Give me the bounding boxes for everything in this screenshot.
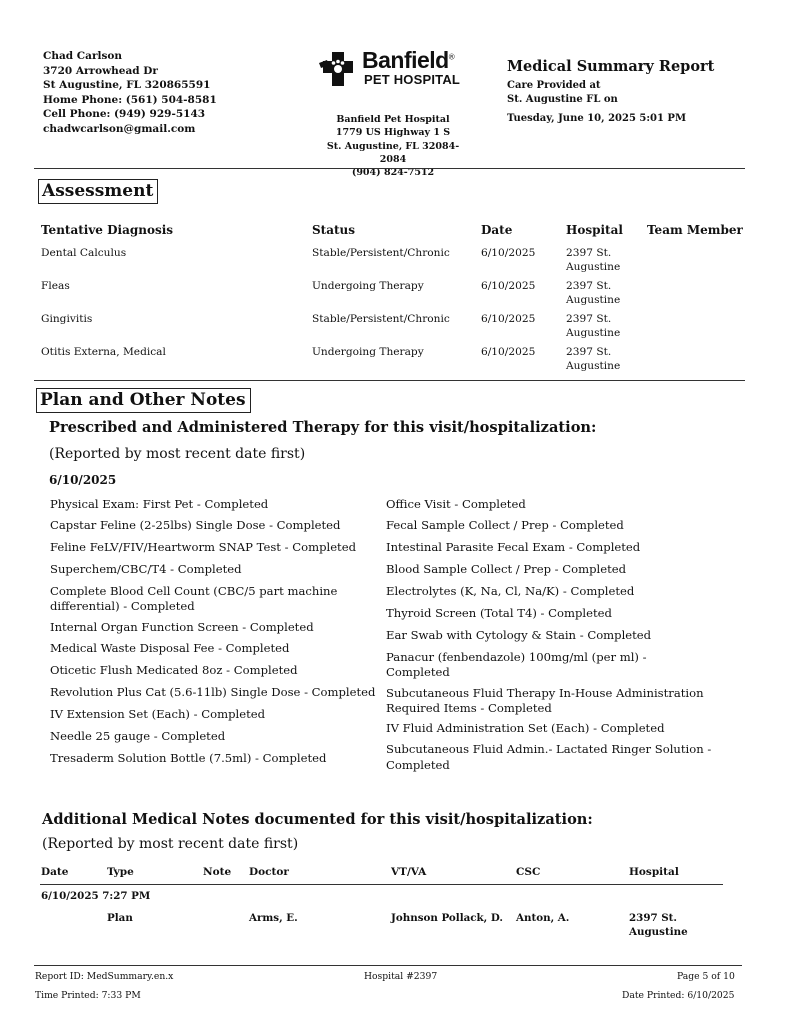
status-cell: Undergoing Therapy <box>312 280 424 292</box>
list-item: Completed <box>386 665 450 679</box>
care-provided-line1: Care Provided at <box>507 80 601 91</box>
notes-col-hospital: Hospital <box>629 866 679 878</box>
note-hospital-cell: 2397 St. Augustine <box>629 912 688 938</box>
diagnosis-cell: Gingivitis <box>41 313 93 325</box>
hospital-cell: 2397 St. Augustine <box>566 280 621 306</box>
logo-sub-text: PET HOSPITAL <box>364 72 461 87</box>
plan-heading: Plan and Other Notes <box>36 388 251 413</box>
date-cell: 6/10/2025 <box>481 313 536 325</box>
list-item: Required Items - Completed <box>386 701 552 715</box>
footer-divider <box>34 965 742 966</box>
footer-report-id: Report ID: MedSummary.en.x <box>35 971 174 982</box>
date-cell: 6/10/2025 <box>481 280 536 292</box>
notes-title: Additional Medical Notes documented for this visit/hospitalization: <box>42 811 593 828</box>
list-item: Thyroid Screen (Total T4) - Completed <box>386 606 612 620</box>
note-csc-cell: Anton, A. <box>516 912 570 924</box>
owner-city: St Augustine, FL 320865591 <box>43 79 211 92</box>
col-hospital: Hospital <box>566 223 623 237</box>
status-cell: Undergoing Therapy <box>312 346 424 358</box>
note-doctor-cell: Arms, E. <box>249 912 298 924</box>
report-title: Medical Summary Report <box>507 58 715 75</box>
note-vtva-cell: Johnson Pollack, D. <box>391 912 503 924</box>
hospital-name: Banfield Pet Hospital <box>336 114 450 125</box>
header-divider <box>34 168 745 169</box>
notes-col-type: Type <box>107 866 134 878</box>
list-item: Revolution Plus Cat (5.6-11lb) Single Dose - Completed <box>50 685 376 699</box>
therapy-note: (Reported by most recent date first) <box>49 446 306 462</box>
col-date: Date <box>481 223 513 237</box>
note-type-cell: Plan <box>107 912 133 924</box>
list-item: Fecal Sample Collect / Prep - Completed <box>386 518 624 532</box>
notes-header-divider <box>40 884 723 885</box>
report-header <box>507 58 714 126</box>
owner-name: Chad Carlson <box>43 50 123 62</box>
owner-email: chadwcarlson@gmail.com <box>43 122 196 135</box>
col-status: Status <box>312 223 356 237</box>
list-item: IV Fluid Administration Set (Each) - Completed <box>386 721 665 735</box>
list-item: Oticetic Flush Medicated 8oz - Completed <box>50 663 298 677</box>
list-item: Needle 25 gauge - Completed <box>50 729 226 743</box>
notes-subtitle: (Reported by most recent date first) <box>42 836 299 852</box>
assessment-divider <box>34 380 745 381</box>
col-team-member: Team Member <box>647 223 743 237</box>
therapy-title: Prescribed and Administered Therapy for this visit/hospitalization: <box>49 419 597 436</box>
notes-col-csc: CSC <box>516 866 541 878</box>
owner-home-phone: Home Phone: (561) 504-8581 <box>43 93 217 106</box>
footer-time-printed: Time Printed: 7:33 PM <box>35 990 141 1001</box>
status-cell: Stable/Persistent/Chronic <box>312 313 450 325</box>
list-item: Panacur (fenbendazole) 100mg/ml (per ml) - <box>386 650 647 664</box>
list-item: Electrolytes (K, Na, Cl, Na/K) - Completed <box>386 584 635 598</box>
list-item: Capstar Feline (2-25lbs) Single Dose - Completed <box>50 518 341 532</box>
list-item: differential) - Completed <box>50 599 195 613</box>
diagnosis-cell: Otitis Externa, Medical <box>41 346 166 358</box>
status-cell: Stable/Persistent/Chronic <box>312 247 450 259</box>
footer-hospital-number: Hospital #2397 <box>364 971 438 982</box>
owner-street: 3720 Arrowhead Dr <box>43 64 158 77</box>
diagnosis-cell: Dental Calculus <box>41 247 127 259</box>
hospital-address-block <box>318 113 468 179</box>
hospital-city: St. Augustine, FL 32084-2084 <box>326 140 460 165</box>
list-item: Office Visit - Completed <box>386 497 526 511</box>
list-item: Medical Waste Disposal Fee - Completed <box>50 641 290 655</box>
list-item: Tresaderm Solution Bottle (7.5ml) - Completed <box>50 751 327 765</box>
list-item: Internal Organ Function Screen - Completed <box>50 620 314 634</box>
hospital-cell: 2397 St. Augustine <box>566 346 621 372</box>
list-item: Ear Swab with Cytology & Stain - Completed <box>386 628 652 642</box>
assessment-heading: Assessment <box>38 179 158 204</box>
care-provided-line2: St. Augustine FL on <box>507 94 618 105</box>
list-item: Physical Exam: First Pet - Completed <box>50 497 269 511</box>
notes-col-note: Note <box>203 866 232 878</box>
notes-col-doctor: Doctor <box>249 866 289 878</box>
list-item: Feline FeLV/FIV/Heartworm SNAP Test - Completed <box>50 540 356 554</box>
footer-page-number: Page 5 of 10 <box>677 971 735 982</box>
hospital-street: 1779 US Highway 1 S <box>335 127 451 139</box>
hospital-cell: 2397 St. Augustine <box>566 247 621 273</box>
notes-datetime: 6/10/2025 7:27 PM <box>41 890 151 902</box>
owner-cell-phone: Cell Phone: (949) 929-5143 <box>43 108 206 121</box>
report-datetime: Tuesday, June 10, 2025 5:01 PM <box>507 113 687 124</box>
notes-col-date: Date <box>41 866 69 878</box>
list-item: Subcutaneous Fluid Admin.- Lactated Ringer Solution - <box>386 742 712 756</box>
list-item: Completed <box>386 758 450 772</box>
logo-brand-text: Banfield® <box>362 47 455 73</box>
notes-col-vtva: VT/VA <box>391 866 427 878</box>
col-tentative-diagnosis: Tentative Diagnosis <box>41 223 174 237</box>
list-item: Superchem/CBC/T4 - Completed <box>50 562 242 576</box>
hospital-phone: (904) 824-7512 <box>351 167 435 179</box>
footer-date-printed: Date Printed: 6/10/2025 <box>622 990 735 1001</box>
date-cell: 6/10/2025 <box>481 247 536 259</box>
list-item: Complete Blood Cell Count (CBC/5 part machine <box>50 584 338 598</box>
list-item: Blood Sample Collect / Prep - Completed <box>386 562 627 576</box>
hospital-cell: 2397 St. Augustine <box>566 313 621 339</box>
banfield-logo <box>317 49 467 89</box>
therapy-date: 6/10/2025 <box>49 473 117 487</box>
paw-cross-icon <box>317 50 359 88</box>
diagnosis-cell: Fleas <box>41 280 70 292</box>
list-item: Intestinal Parasite Fecal Exam - Completed <box>386 540 641 554</box>
list-item: IV Extension Set (Each) - Completed <box>50 707 266 721</box>
list-item: Subcutaneous Fluid Therapy In-House Administration <box>386 686 704 700</box>
date-cell: 6/10/2025 <box>481 346 536 358</box>
owner-contact-block <box>43 49 217 137</box>
